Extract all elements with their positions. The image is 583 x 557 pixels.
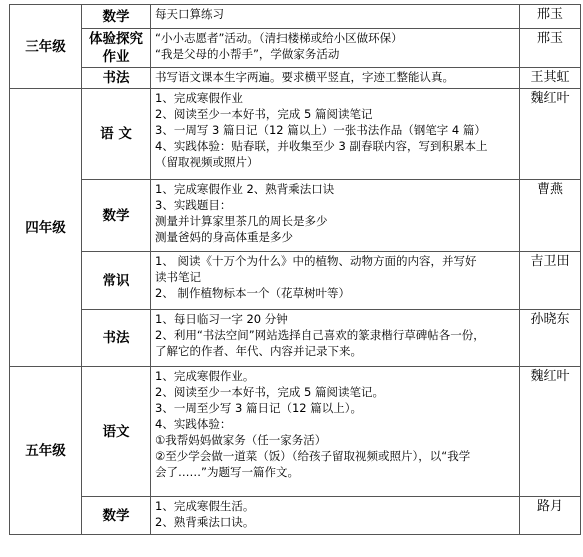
teacher-cell: 邢玉 [520, 29, 581, 68]
teacher-cell: 王其虹 [520, 68, 581, 89]
table-row [10, 252, 581, 310]
assignment-line: 1、完成寒假作业。 [155, 369, 255, 383]
teacher-cell: 魏红叶 [520, 367, 581, 497]
assignment-cell [151, 5, 520, 29]
assignment-line: 2、熟背乘法口诀。 [155, 515, 255, 529]
assignment-line: 3、一周至少写 3 篇日记（12 篇以上）。 [155, 401, 362, 415]
assignment-line: （留取视频或照片） [155, 155, 259, 169]
table-row [10, 367, 581, 497]
assignment-line: 读书笔记 [155, 270, 201, 284]
assignment-line: 每天口算练习 [155, 7, 224, 21]
assignment-line: 测量并计算家里茶几的周长是多少 [155, 214, 328, 228]
assignment-cell [151, 310, 520, 367]
assignment-cell [151, 252, 520, 310]
subject-cell: 语文 [82, 367, 151, 497]
teacher-cell: 吉卫田 [520, 252, 581, 310]
subject-cell: 数学 [82, 180, 151, 252]
assignment-cell [151, 497, 520, 535]
assignment-line: 书写语文课本生字两遍。要求横平竖直，字迹工整能认真。 [155, 70, 454, 84]
subject-cell: 书法 [82, 68, 151, 89]
table-row [10, 310, 581, 367]
grade-cell: 四年级 [10, 89, 82, 367]
assignment-cell [151, 68, 520, 89]
subject-cell: 语 文 [82, 89, 151, 180]
subject-cell: 体验探究作业 [82, 29, 151, 68]
assignment-line: 4、实践体验：贴春联，并收集至少 3 副春联内容，写到积累本上 [155, 139, 488, 153]
assignment-line: 1、每日临习一字 20 分钟 [155, 312, 288, 326]
assignment-line: 2、利用“书法空间”网站选择自己喜欢的篆隶楷行草碑帖各一份， [155, 328, 485, 342]
assignment-line: 2、阅读至少一本好书，完成 5 篇阅读笔记。 [155, 385, 384, 399]
assignment-line: “我是父母的小帮手”，学做家务活动 [155, 47, 340, 61]
subject-cell: 数学 [82, 497, 151, 535]
subject-cell: 书法 [82, 310, 151, 367]
teacher-cell: 邢玉 [520, 5, 581, 29]
assignment-cell [151, 180, 520, 252]
assignment-line: ①我帮妈妈做家务（任一家务活） [155, 433, 327, 447]
teacher-cell: 孙晓东 [520, 310, 581, 367]
teacher-cell: 曹燕 [520, 180, 581, 252]
table-row [10, 89, 581, 180]
assignment-line: ②至少学会做一道菜（饭）（给孩子留取视频或照片），以“我学 [155, 449, 471, 463]
assignment-line: “小小志愿者”活动。（清扫楼梯或给小区做环保） [155, 31, 403, 45]
assignment-line: 2、 制作植物标本一个（花草树叶等） [155, 286, 350, 300]
teacher-cell: 魏红叶 [520, 89, 581, 180]
assignment-line: 1、完成寒假作业 [155, 91, 243, 105]
assignment-line: 4、实践体验： [155, 417, 232, 431]
assignment-line: 3、实践题目： [155, 198, 232, 212]
table-row [10, 68, 581, 89]
subject-cell: 数学 [82, 5, 151, 29]
teacher-cell: 路月 [520, 497, 581, 535]
assignment-line: 2、阅读至少一本好书，完成 5 篇阅读笔记 [155, 107, 373, 121]
homework-table [9, 4, 581, 535]
assignment-line: 1、完成寒假作业 2、熟背乘法口诀 [155, 182, 335, 196]
grade-cell: 三年级 [10, 5, 82, 89]
assignment-cell [151, 29, 520, 68]
assignment-cell [151, 89, 520, 180]
table-row [10, 5, 581, 29]
table-row [10, 29, 581, 68]
subject-cell: 常识 [82, 252, 151, 310]
assignment-cell [151, 367, 520, 497]
assignment-line: 1、 阅读《十万个为什么》中的植物、动物方面的内容，并写好 [155, 254, 477, 268]
assignment-line: 会了……”为题写一篇作文。 [155, 465, 299, 479]
assignment-line: 1、完成寒假生活。 [155, 499, 255, 513]
table-row [10, 180, 581, 252]
grade-cell: 五年级 [10, 367, 82, 535]
assignment-line: 3、一周写 3 篇日记（12 篇以上）一张书法作品（钢笔字 4 篇） [155, 123, 486, 137]
table-row [10, 497, 581, 535]
assignment-line: 测量爸妈的身高体重是多少 [155, 230, 293, 244]
assignment-line: 了解它的作者、年代、内容并记录下来。 [155, 344, 362, 358]
